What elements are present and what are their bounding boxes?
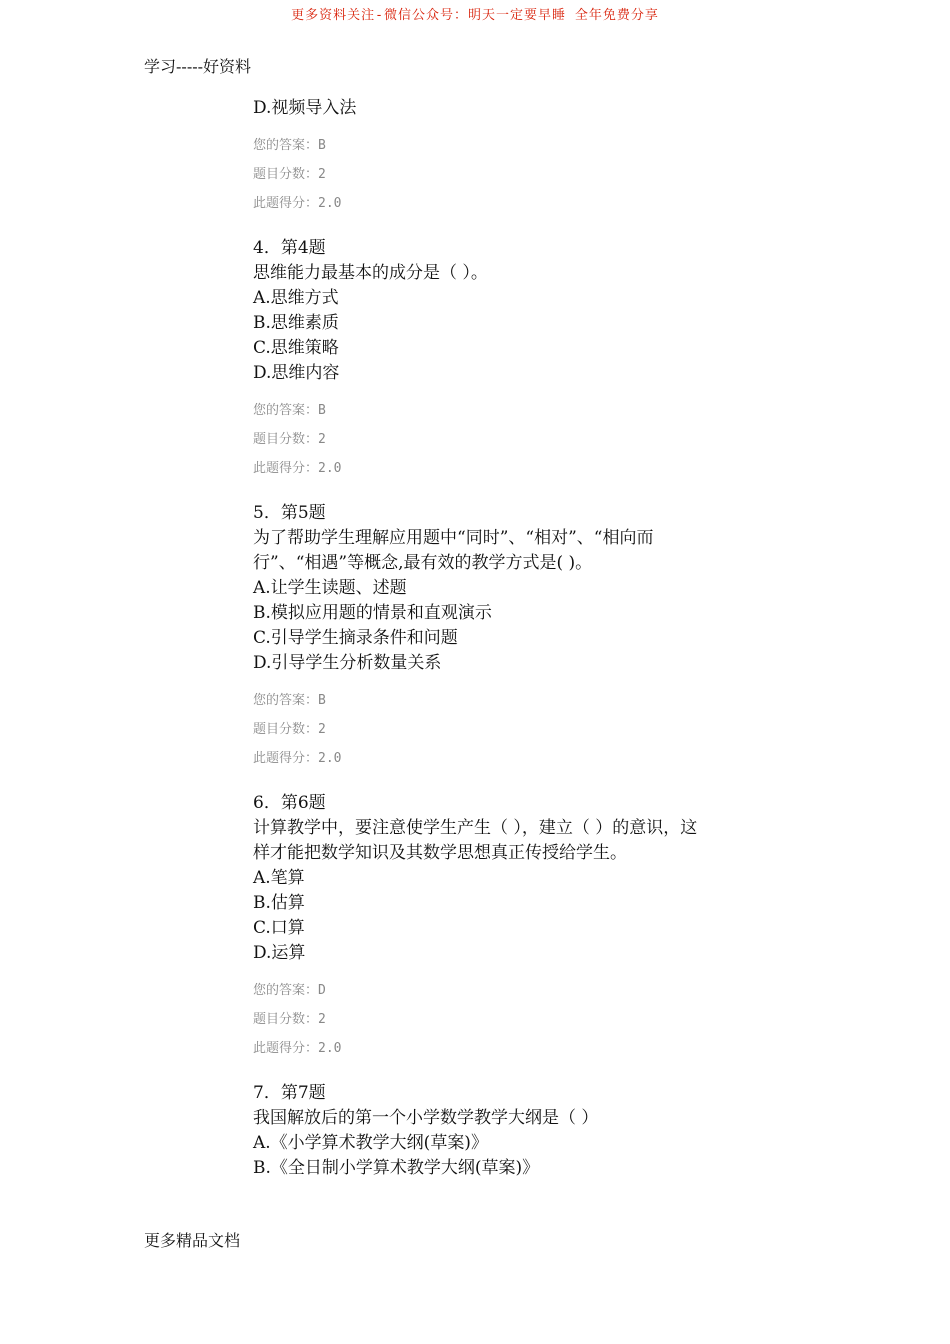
option-c: C.思维策略 [253,338,339,358]
your-answer: 您的答案：B [253,693,326,708]
answer-meta [253,131,708,218]
earned-score: 此题得分：2.0 [253,196,342,211]
top-banner: 更多资料关注-微信公众号：明天一定要早睡 全年免费分享 [291,8,659,23]
option-d: D.引导学生分析数量关系 [253,653,442,673]
question-title: 6．第6题 [253,793,326,813]
your-answer: 您的答案：D [253,983,326,998]
option-d: D.思维内容 [253,363,340,383]
option-b: B.模拟应用题的情景和直观演示 [253,603,492,623]
question-score: 题目分数：2 [253,722,326,737]
earned-score: 此题得分：2.0 [253,751,342,766]
question-text: 我国解放后的第一个小学数学教学大纲是（ ） [253,1108,599,1128]
question-4 [253,236,708,483]
answer-meta [253,686,708,773]
answer-meta [253,976,708,1063]
earned-score: 此题得分：2.0 [253,461,342,476]
question-5 [253,501,708,773]
question-score: 题目分数：2 [253,432,326,447]
answer-meta [253,396,708,483]
question-title: 4．第4题 [253,238,326,258]
option: D.视频导入法 [253,98,357,118]
question-text: 计算教学中，要注意使学生产生（ ），建立（ ）的意识，这样才能把数学知识及其数学思想真正传授给学生。 [253,818,698,863]
option-c: C.口算 [253,918,305,938]
question-3-tail [253,96,708,218]
question-score: 题目分数：2 [253,1012,326,1027]
your-answer: 您的答案：B [253,403,326,418]
your-answer: 您的答案：B [253,138,326,153]
earned-score: 此题得分：2.0 [253,1041,342,1056]
question-7 [253,1081,708,1181]
option-a: A.让学生读题、述题 [253,578,407,598]
option-a: A.《小学算术教学大纲(草案)》 [253,1133,488,1153]
option-c: C.引导学生摘录条件和问题 [253,628,458,648]
option-a: A.思维方式 [253,288,339,308]
option-a: A.笔算 [253,868,305,888]
option-d: D.运算 [253,943,306,963]
document-body [253,96,708,1181]
question-text: 为了帮助学生理解应用题中“同时”、“相对”、“相向而行”、“相遇”等概念,最有效的教学方式是( )。 [253,528,654,573]
page-footer: 更多精品文档 [144,1231,241,1250]
question-title: 7．第7题 [253,1083,326,1103]
option-b: B.《全日制小学算术教学大纲(草案)》 [253,1158,540,1178]
page-header: 学习-----好资料 [144,57,252,76]
question-text: 思维能力最基本的成分是（ ）。 [253,263,488,283]
option-b: B.估算 [253,893,305,913]
question-title: 5．第5题 [253,503,326,523]
question-score: 题目分数：2 [253,167,326,182]
question-6 [253,791,708,1063]
option-b: B.思维素质 [253,313,339,333]
